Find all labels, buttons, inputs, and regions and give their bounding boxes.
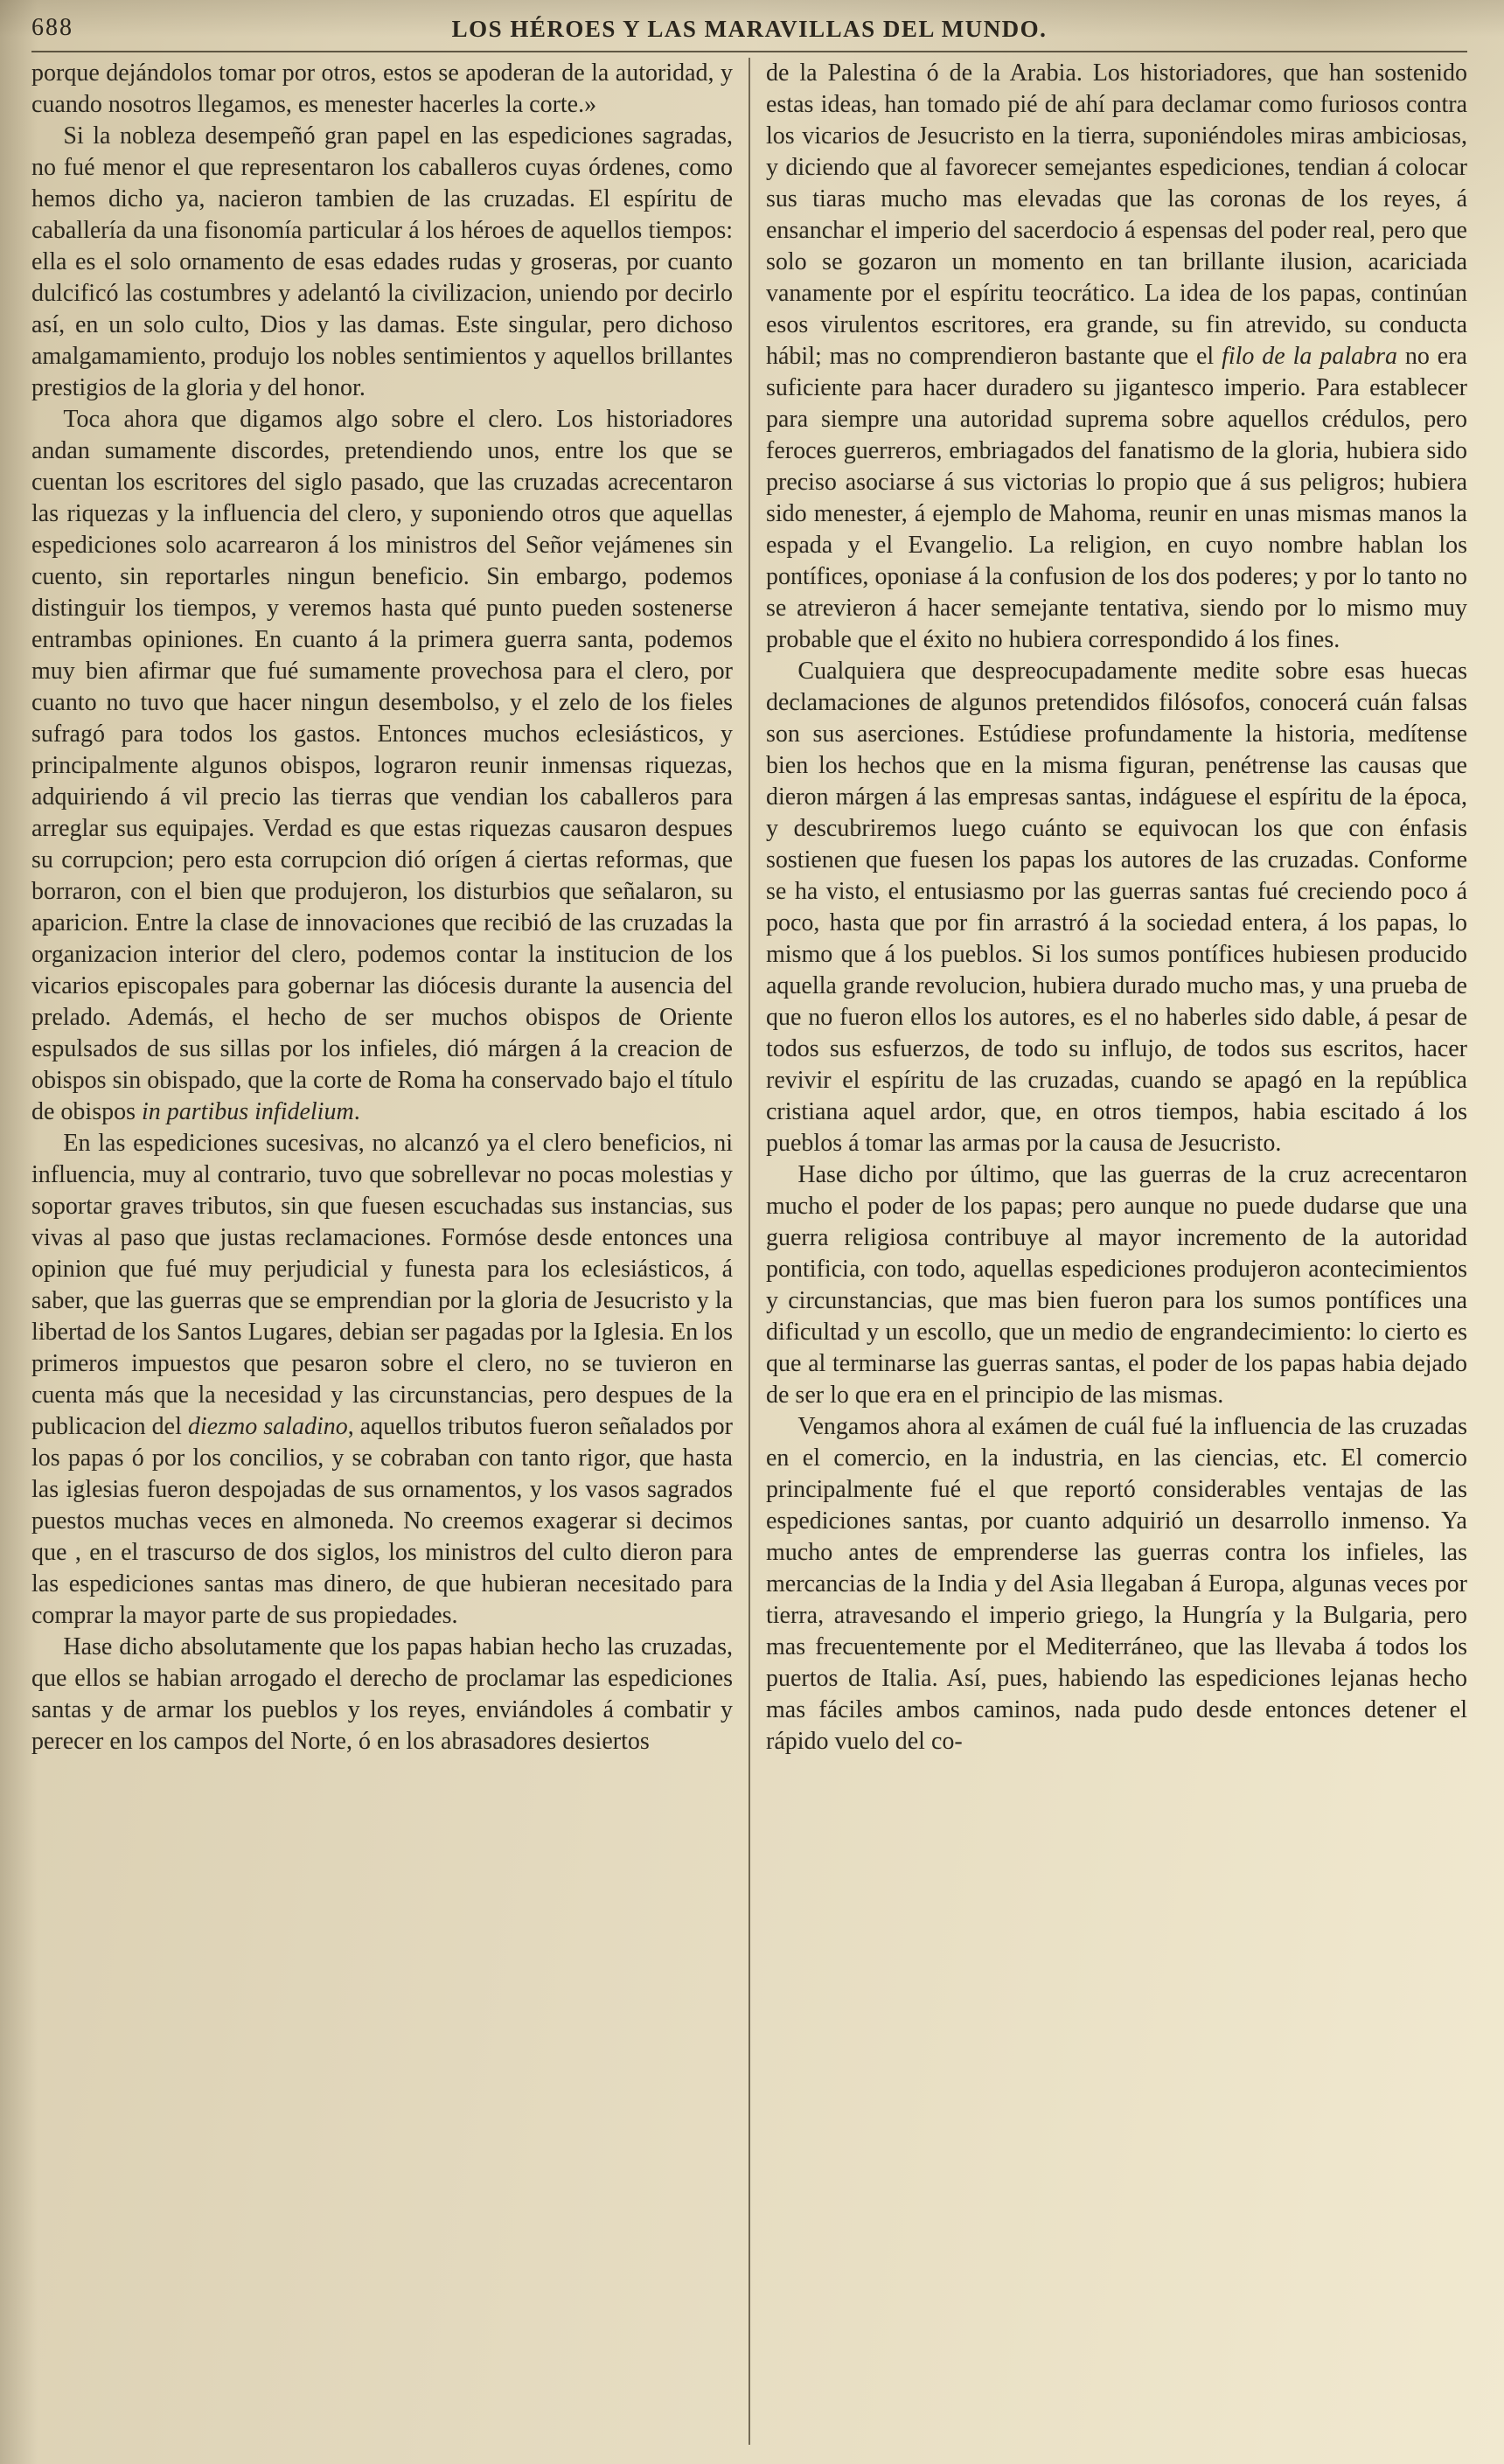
header-rule [31, 51, 1467, 52]
paragraph: Toca ahora que digamos algo sobre el clero. Los historiadores andan sumamente discordes, pretendiendo unos, entre los que se cuentan los escritores del siglo pasado, que las cruzadas acrecentaron las riquezas y la influencia del clero, y suponiendo otros que aquellas espediciones solo acarrearon á los ministros del Señor vejámenes sin cuento, sin reportarles ningun beneficio. Sin embargo, podemos distinguir los tiempos, y veremos hasta qué punto pueden sostenerse entrambas opiniones. En cuanto á la primera guerra santa, podemos muy bien afirmar que fué sumamente provechosa para el clero, por cuanto no tuvo que hacer ningun desembolso, y el zelo de los fieles sufragó para todos los gastos. Entonces muchos eclesiásticos, y principalmente algunos obispos, lograron reunir inmensas riquezas, adquiriendo á vil precio las tierras que vendian los caballeros para arreglar sus equipajes. Verdad es que estas riquezas causaron despues su corrupcion; pero esta corrupcion dió orígen á ciertas reformas, que borraron, con el bien que produjeron, los disturbios que señalaron, su aparicion. Entre la clase de innovaciones que recibió de las cruzadas la organizacion interior del clero, podemos contar la institucion de los vicarios episcopales para gobernar las diócesis durante la ausencia del prelado. Además, el hecho de ser muchos obispos de Oriente espulsados de sus sillas por los infieles, dió márgen á la creacion de obispos sin obispado, que la corte de Roma ha conservado bajo el título de obispos in partibus infidelium. [31, 406, 733, 1125]
paragraph: porque dejándolos tomar por otros, estos se apoderan de la autoridad, y cuando nosotros llegamos, es menester hacerles la corte.» [31, 59, 733, 118]
paragraph: de la Palestina ó de la Arabia. Los historiadores, que han sostenido estas ideas, han tomado pié de ahí para declamar como furiosos contra los vicarios de Jesucristo en la tierra, suponiéndoles miras ambiciosas, y diciendo que al favorecer semejantes espediciones, tendian á colocar sus tiaras mucho mas elevadas que las coronas de los reyes, á ensanchar el imperio del sacerdocio á espensas del poder real, pero que solo se gozaron un momento en tan brillante ilusion, acariciada vanamente por el espíritu teocrático. La idea de los papas, continúan esos virulentos escritores, era grande, su fin atrevido, su conducta hábil; mas no comprendieron bastante que el filo de la palabra no era suficiente para hacer duradero su jigantesco imperio. Para establecer para siempre una autoridad suprema sobre aquellos crédulos, pero feroces guerreros, embriagados del fanatismo de la gloria, hubiera sido preciso asociarse á sus victorias lo propio que á sus peligros; hubiera sido menester, á ejemplo de Mahoma, reunir en unas mismas manos la espada y el Evangelio. La religion, en cuyo nombre hablan los pontífices, oponiase á la confusion de los dos poderes; y por lo tanto no se atrevieron á hacer semejante tentativa, siendo por lo mismo muy probable que el éxito no hubiera correspondido á los fines. [766, 59, 1467, 653]
page-title: LOS HÉROES Y LAS MARAVILLAS DEL MUNDO. [451, 16, 1048, 42]
text-columns [31, 58, 1467, 2445]
paragraph: Si la nobleza desempeñó gran papel en las espediciones sagradas, no fué menor el que representaron los caballeros cuyas órdenes, como hemos dicho ya, nacieron tambien de las cruzadas. El espíritu de caballería da una fisonomía particular á los héroes de aquellos tiempos: ella es el solo ornamento de esas edades rudas y groseras, por cuanto dulcificó las costumbres y adelantó la civilizacion, uniendo por decirlo así, en un solo culto, Dios y las damas. Este singular, pero dichoso amalgamamiento, produjo los nobles sentimientos y aquellos brillantes prestigios de la gloria y del honor. [31, 122, 733, 401]
paragraph: Vengamos ahora al exámen de cuál fué la influencia de las cruzadas en el comercio, en la industria, en las ciencias, etc. El comercio principalmente fué el que reportó considerables ventajas de las espediciones santas, por cuanto adquirió un desarrollo inmenso. Ya mucho antes de emprenderse las guerras contra los infieles, las mercancias de la India y del Asia llegaban á Europa, algunas veces por tierra, atravesando el imperio griego, la Hungría y la Bulgaria, pero mas frecuentemente por el Mediterráneo, que las llevaba á todos los puertos de Italia. Así, pues, habiendo las espediciones lejanas hecho mas fáciles ambos caminos, nada pudo desde entonces detener el rápido vuelo del co- [766, 1413, 1467, 1755]
paragraph: En las espediciones sucesivas, no alcanzó ya el clero beneficios, ni influencia, muy al contrario, tuvo que sobrellevar no pocas molestias y soportar graves tributos, sin que fuesen escuchadas sus instancias, sus vivas al paso que justas reclamaciones. Formóse desde entonces una opinion que fué muy perjudicial y funesta para los eclesiásticos, á saber, que las guerras que se emprendian por la gloria de Jesucristo y la libertad de los Santos Lugares, debian ser pagadas por la Iglesia. En los primeros impuestos que pesaron sobre el clero, no se tuvieron en cuenta más que la necesidad y las circunstancias, pero despues de la publicacion del diezmo saladino, aquellos tributos fueron señalados por los papas ó por los concilios, y se cobraban con tanto rigor, que hasta las iglesias fueron despojadas de sus ornamentos, y los vasos sagrados puestos muchas veces en almoneda. No creemos exagerar si decimos que , en el trascurso de dos siglos, los ministros del culto dieron para las espediciones santas mas dinero, de que hubieran necesitado para comprar la mayor parte de sus propiedades. [31, 1130, 734, 1629]
page-number: 688 [31, 14, 73, 41]
paragraph: Cualquiera que despreocupadamente medite sobre esas huecas declamaciones de algunos pretendidos filósofos, conocerá cuán falsas son sus aserciones. Estúdiese profundamente la historia, medítense bien los hechos que en la misma figuran, penétrense las causas que dieron márgen á las empresas santas, indáguese el espíritu de la época, y descubriremos luego cuánto se equivocan los que con énfasis sostienen que fuesen los papas los autores de las cruzadas. Conforme se ha visto, el entusiasmo por las guerras santas fué creciendo poco á poco, hasta que por fin arrastró á la sociedad entera, á los papas, lo mismo que á los pueblos. Si los sumos pontífices hubiesen producido aquella grande revolucion, hubiera durado mucho mas, y una prueba de que no fueron ellos los autores, es el no haberles sido dable, á pesar de todos sus esfuerzos, de todo su influjo, de todos sus escritos, hacer revivir el espíritu de las cruzadas, cuando se apagó en la república cristiana aquel ardor, que, en otros tiempos, habia escitado á los pueblos á tomar las armas por la causa de Jesucristo. [766, 658, 1467, 1157]
page-header [31, 10, 1467, 47]
paragraph: Hase dicho absolutamente que los papas habian hecho las cruzadas, que ellos se habian arrogado el derecho de proclamar las espediciones santas y de armar los pueblos y los reyes, enviándoles á combatir y perecer en los campos del Norte, ó en los abrasadores desiertos [31, 1633, 733, 1755]
left-column [31, 58, 749, 2445]
right-column [750, 58, 1467, 2445]
paragraph: Hase dicho por último, que las guerras de la cruz acrecentaron mucho el poder de los papas; pero aunque no puede dudarse que una guerra religiosa contribuye al mayor incremento de la autoridad pontificia, con todo, aquellas espediciones produjeron acontecimientos y circunstancias, que mas bien fueron para los sumos pontífices una dificultad y un escollo, que un medio de engrandecimiento: lo cierto es que al terminarse las guerras santas, el poder de los papas habia dejado de ser lo que era en el principio de las mismas. [766, 1161, 1467, 1409]
